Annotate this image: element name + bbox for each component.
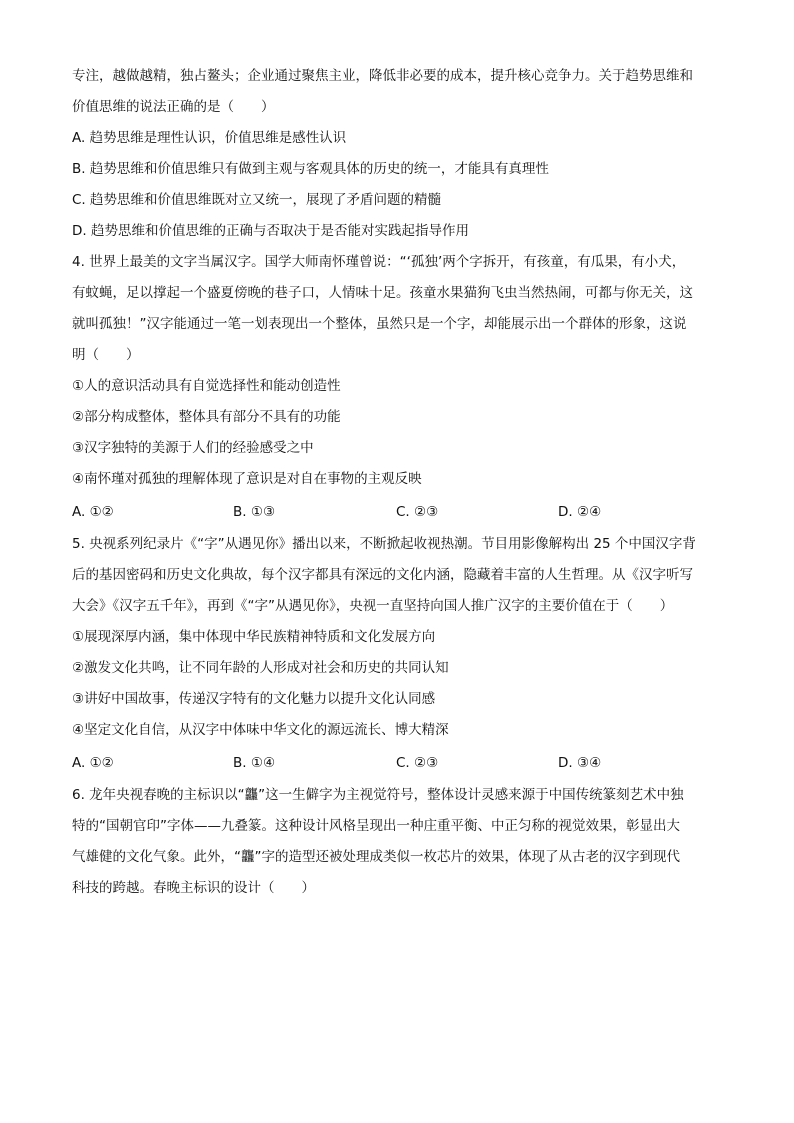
q4-choice-d: D. ②④	[558, 504, 602, 520]
q4-stem-line: 有蚊蝇，足以撑起一个盛夏傍晚的巷子口，人情味十足。孩童水果猫狗飞虫当然热闹，可都与你无关，这	[72, 285, 693, 301]
q4-statement-2: ②部分构成整体，整体具有部分不具有的功能	[72, 409, 341, 425]
q3-option-c: C. 趋势思维和价值思维既对立又统一，展现了矛盾问题的精髓	[72, 192, 442, 208]
q6-stem-line: 6. 龙年央视春晚的主标识以“龘”这一生僻字为主视觉符号，整体设计灵感来源于中国传统篆刻艺术中独	[72, 787, 684, 803]
q4-choice-c: C. ②③	[396, 504, 439, 520]
q4-statement-4: ④南怀瑾对孤独的理解体现了意识是对自在事物的主观反映	[72, 471, 422, 487]
q3-stem-line: 专注，越做越精，独占鳌头；企业通过聚焦主业，降低非必要的成本，提升核心竞争力。关于趋势思维和	[72, 68, 693, 84]
q5-statement-2: ②激发文化共鸣，让不同年龄的人形成对社会和历史的共同认知	[72, 660, 449, 676]
q4-statement-3: ③汉字独特的美源于人们的经验感受之中	[72, 440, 314, 456]
q3-option-d: D. 趋势思维和价值思维的正确与否取决于是否能对实践起指导作用	[72, 223, 469, 239]
q6-stem-line: 科技的跨越。春晚主标识的设计（ ）	[72, 880, 315, 896]
q5-stem-line: 5. 央视系列纪录片《“字”从遇见你》播出以来，不断掀起收视热潮。节目用影像解构出 25 个中国汉字背	[72, 536, 696, 552]
q5-stem-line: 大会》《汉字五千年》，再到《“字”从遇见你》，央视一直坚持向国人推广汉字的主要价值在于（ ）	[72, 598, 674, 614]
q4-stem-line: 明（ ）	[72, 347, 140, 363]
q5-statement-4: ④坚定文化自信，从汉字中体味中华文化的源远流长、博大精深	[72, 722, 449, 738]
q4-stem-line: 就叫孤独！”汉字能通过一笔一划表现出一个整体，虽然只是一个字，却能展示出一个群体的形象，这说	[72, 316, 687, 332]
q5-choice-d: D. ③④	[558, 755, 602, 771]
q4-stem-line: 4. 世界上最美的文字当属汉字。国学大师南怀瑾曾说：“‘孤独’两个字拆开，有孩童，有瓜果，有小犬，	[72, 254, 686, 270]
q4-choice-b: B. ①③	[233, 504, 276, 520]
q5-choice-c: C. ②③	[396, 755, 439, 771]
q6-stem-line: 气雄健的文化气象。此外，“龘”字的造型还被处理成类似一枚芯片的效果，体现了从古老的汉字到现代	[72, 849, 680, 865]
q4-choice-a: A. ①②	[72, 504, 114, 520]
q5-statement-1: ①展现深厚内涵，集中体现中华民族精神特质和文化发展方向	[72, 629, 436, 645]
q5-choice-b: B. ①④	[233, 755, 276, 771]
q5-choice-a: A. ①②	[72, 755, 114, 771]
q5-statement-3: ③讲好中国故事，传递汉字特有的文化魅力以提升文化认同感	[72, 691, 436, 707]
q5-stem-line: 后的基因密码和历史文化典故，每个汉字都具有深远的文化内涵，隐藏着丰富的人生哲理。从《汉字听写	[72, 567, 693, 583]
q4-statement-1: ①人的意识活动具有自觉选择性和能动创造性	[72, 378, 341, 394]
q3-option-a: A. 趋势思维是理性认识，价值思维是感性认识	[72, 130, 347, 146]
q3-stem-line: 价值思维的说法正确的是（ ）	[72, 99, 275, 115]
q6-stem-line: 特的“国朝官印”字体——九叠篆。这种设计风格呈现出一种庄重平衡、中正匀称的视觉效果，彰显出大	[72, 818, 680, 834]
q3-option-b: B. 趋势思维和价值思维只有做到主观与客观具体的历史的统一，才能具有真理性	[72, 161, 549, 177]
